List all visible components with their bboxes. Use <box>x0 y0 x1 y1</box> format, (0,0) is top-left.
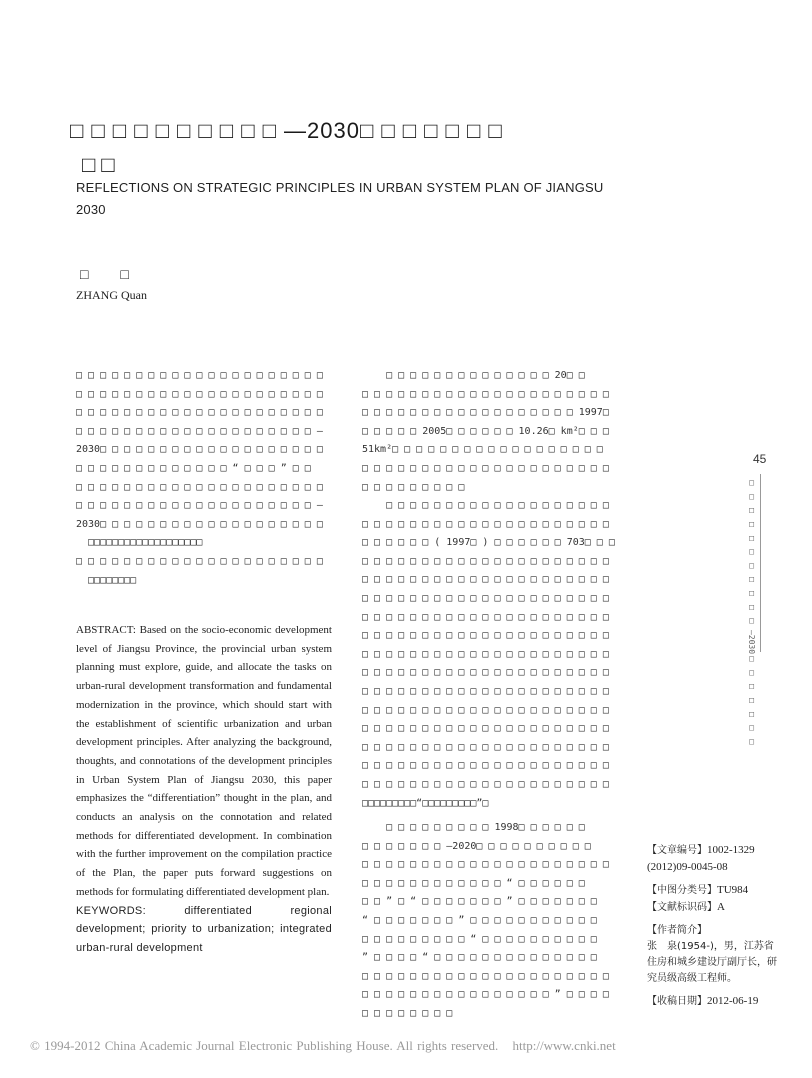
body-text-line: □ □ □ □ □ □ □ □ □ □ □ □ □ □ □ □ □ □ □ <box>362 500 609 511</box>
abstract-zh-line: □ □ □ □ □ □ □ □ □ □ □ □ □ □ □ □ □ □ □ □ □ <box>76 555 323 567</box>
body-text-line: □ □ □ □ □ □ □ □ □ □ □ □ □ □ □ □ □ □ □ □ □ <box>362 518 609 530</box>
body-paragraph-1 <box>362 367 620 497</box>
article-metadata <box>647 842 782 1016</box>
body-text-line: □ □ □ □ □ □ □ □ □ □ □ □ □ □ □ □ □ □ □ □ □ <box>362 970 609 982</box>
body-text-line: □ □ □ □ □ □ □ □ □ □ □ □ □ □ □ □ □ □ □ □ □ <box>362 611 609 623</box>
author-intro-row <box>647 922 782 987</box>
body-text-line: □ □ □ □ □ □ □ □ □ □ □ □ “ □ □ □ □ □ □ <box>362 877 585 889</box>
abstract-zh-line: □□□□□□□□□□□□□□□□□□□ <box>76 537 203 549</box>
author-name-english: ZHANG Quan <box>76 288 147 302</box>
body-text-line: □ □ □ □ □ □ □ □ □ □ □ □ □ □ □ □ □ □ □ □ □ <box>362 667 609 679</box>
author-intro-label: 【作者简介】 <box>647 925 707 936</box>
abstract-english <box>76 621 332 958</box>
body-text-line: □ □ □ □ □ □ □ □ □ □ □ □ □ □ □ □ □ □ □ □ □ <box>362 648 609 660</box>
copyright-text: © 1994-2012 China Academic Journal Electronic Publishing House. All rights reserved. <box>30 1038 499 1053</box>
body-text-line: □ □ □ □ □ □ □ □ □ <box>362 481 465 493</box>
body-text-line: □ □ □ □ □ □ □ □ □ □ □ □ □ □ □ □ □ □ □ □ □ <box>362 778 609 790</box>
title-zh-line-1: □ □ □ □ □ □ □ □ □ □ —2030□ □ □ □ □ □ □ <box>70 118 503 143</box>
side-divider-line <box>760 474 761 652</box>
author-name-chinese: □ □ <box>80 266 143 282</box>
abstract-zh-line: □□□□□□□□ <box>76 574 137 586</box>
body-text-line: □ □ □ □ □ □ □ □ □ □ □ □ □ □ □ □ □ □ □ □ □ <box>362 574 609 586</box>
body-text-line: □ □ □ □ □ □ □ □ □ □ □ □ □ □ □ □ □ □ □ □ □ <box>362 723 609 735</box>
body-text-line: □ □ □ □ □ □ □ □ □ □ □ □ □ □ □ □ □ □ □ □ □ <box>362 704 609 716</box>
clc-label: 【中图分类号】 <box>647 885 717 896</box>
abstract-zh-line: □ □ □ □ □ □ □ □ □ □ □ □ □ □ □ □ □ □ □ □ □ <box>76 481 323 493</box>
body-text-line: □ □ □ □ □ □ □ □ □ 1998□ □ □ □ □ □ <box>362 822 585 833</box>
article-title-chinese <box>70 114 630 182</box>
article-title-english: REFLECTIONS ON STRATEGIC PRINCIPLES IN URBAN SYSTEM PLAN OF JIANGSU 2030 <box>76 180 604 217</box>
doc-code-row <box>647 899 782 916</box>
abstract-zh-line: □ □ □ □ □ □ □ □ □ □ □ □ □ □ □ □ □ □ □ □ □ <box>76 388 323 400</box>
doc-code-label: 【文献标识码】 <box>647 902 717 913</box>
abstract-zh-line: □ □ □ □ □ □ □ □ □ □ □ □ □ □ □ □ □ □ □ □ — <box>76 425 323 437</box>
copyright-footer <box>30 1038 790 1054</box>
body-text-line: □ □ □ □ □ □ □ □ □ □ □ □ □ □ □ □ □ □ □ □ □ <box>362 859 609 871</box>
body-text-line: □ □ □ □ □ □ □ □ <box>362 1007 453 1019</box>
abstract-zh-line: □ □ □ □ □ □ □ □ □ □ □ □ □ □ □ □ □ □ □ □ □ <box>76 370 323 381</box>
body-text-line: □ □ □ □ □ □ □ □ □ □ □ □ □ □ □ □ □ □ □ □ □ <box>362 630 609 642</box>
body-text-line: □ □ □ □ □ □ □ □ □ □ □ □ □ □ □ □ □ □ □ □ □ <box>362 592 609 604</box>
body-text-line: □ □ □ □ □ □ □ □ □ □ □ □ □ □ □ □ □ □ □ □ □ <box>362 388 609 400</box>
body-text-line: □ □ □ □ □ □ □ □ □ □ □ □ □ □ 20□ □ <box>362 370 585 381</box>
clc-row <box>647 882 782 899</box>
body-text-line: ” □ □ □ □ “ □ □ □ □ □ □ □ □ □ □ □ □ □ □ <box>362 952 597 964</box>
abstract-english-text: ABSTRACT: Based on the socio-economic development level of Jiangsu Province, the provincial urban system planning must explore, guide, and allocate the tasks on urban-rural development transformation and fundamental modernization in the province, which should start with the establishment of scientific urbanization and urban development principles. After analyzing the background, thoughts, and connotations of the development principles in Urban System Plan of Jiangsu 2030, this paper emphasizes the “differentiation” thought in the plan, and conducts an analysis on the connotation and related methods for differentiated development. In combination with the further improvement on the compilation practice of the Plan, the paper puts forward suggestions on methods for formulating differentiated development plan. <box>76 624 332 898</box>
body-text-line: □ □ □ □ □ □ □ □ □ □ □ □ □ □ □ □ □ □ □ □ □ <box>362 462 609 474</box>
author-intro-text: 张 泉(1954-)，男，江苏省住房和城乡建设厅副厅长，研究员级高级工程师。 <box>647 941 777 984</box>
page-number: 45 <box>753 452 767 466</box>
body-text-line: □ □ □ □ □ □ ( 1997□ ) □ □ □ □ □ □ 703□ □ □ <box>362 537 615 549</box>
abstract-zh-line: □ □ □ □ □ □ □ □ □ □ □ □ □ “ □ □ □ ” □ □ <box>76 462 311 474</box>
body-text-line: □□□□□□□□□“□□□□□□□□□”□ <box>362 797 489 809</box>
body-paragraph-3 <box>362 819 620 1024</box>
keywords-english: KEYWORDS: differentiated regional development; priority to urbanization; integrated urban-rural development <box>76 904 332 954</box>
article-number-value: 1002-1329 (2012)09-0045-08 <box>647 844 755 873</box>
body-text-line: □ □ □ □ □ □ □ □ □ □ □ □ □ □ □ □ □ □ □ □ □ <box>362 555 609 567</box>
body-text-line: □ □ □ □ □ 2005□ □ □ □ □ □ 10.26□ km²□ □ □ <box>362 425 609 437</box>
abstract-zh-line: □ □ □ □ □ □ □ □ □ □ □ □ □ □ □ □ □ □ □ □ □ <box>76 407 323 419</box>
body-text-line: □ □ □ □ □ □ □ □ □ “ □ □ □ □ □ □ □ □ □ □ <box>362 933 597 945</box>
article-number-row <box>647 842 782 876</box>
doc-code-value: A <box>717 901 725 913</box>
body-paragraph-2 <box>362 497 620 813</box>
body-text-line: □ □ □ □ □ □ □ —2020□ □ □ □ □ □ □ □ □ □ <box>362 840 591 852</box>
cnki-url: http://www.cnki.net <box>512 1038 616 1053</box>
abstract-chinese <box>76 367 334 590</box>
body-text-line: □ □ □ □ □ □ □ □ □ □ □ □ □ □ □ □ □ □ □ □ □ <box>362 685 609 697</box>
abstract-zh-line: □ □ □ □ □ □ □ □ □ □ □ □ □ □ □ □ □ □ □ □ — <box>76 500 323 512</box>
received-date-label: 【收稿日期】 <box>647 996 707 1007</box>
body-text-line: “ □ □ □ □ □ □ □ ” □ □ □ □ □ □ □ □ □ □ □ <box>362 914 597 926</box>
article-number-label: 【文章编号】 <box>647 845 707 856</box>
title-zh-line-2: □□ <box>82 152 121 177</box>
received-date-value: 2012-06-19 <box>707 995 759 1007</box>
body-text-line: □ □ □ □ □ □ □ □ □ □ □ □ □ □ □ □ □ □ □ □ □ <box>362 741 609 753</box>
body-text-line: 51km²□ □ □ □ □ □ □ □ □ □ □ □ □ □ □ □ □ □ <box>362 444 603 456</box>
body-text-line: □ □ □ □ □ □ □ □ □ □ □ □ □ □ □ □ □ □ □ □ □ <box>362 760 609 772</box>
abstract-zh-line: 2030□ □ □ □ □ □ □ □ □ □ □ □ □ □ □ □ □ □ □ <box>76 444 323 456</box>
side-running-title: □ □ □ □ □ □ □ □ □ □ □ —2030□ □ □ □ □ □ □ <box>747 478 756 746</box>
clc-value: TU984 <box>717 884 749 896</box>
body-text-line: □ □ ” □ “ □ □ □ □ □ □ □ ” □ □ □ □ □ □ □ <box>362 896 597 908</box>
abstract-zh-line: 2030□ □ □ □ □ □ □ □ □ □ □ □ □ □ □ □ □ □ □ <box>76 518 323 530</box>
received-date-row <box>647 993 782 1010</box>
body-text-line: □ □ □ □ □ □ □ □ □ □ □ □ □ □ □ □ □ □ 1997□ <box>362 407 609 419</box>
body-text-line: □ □ □ □ □ □ □ □ □ □ □ □ □ □ □ □ ” □ □ □ □ <box>362 989 609 1001</box>
